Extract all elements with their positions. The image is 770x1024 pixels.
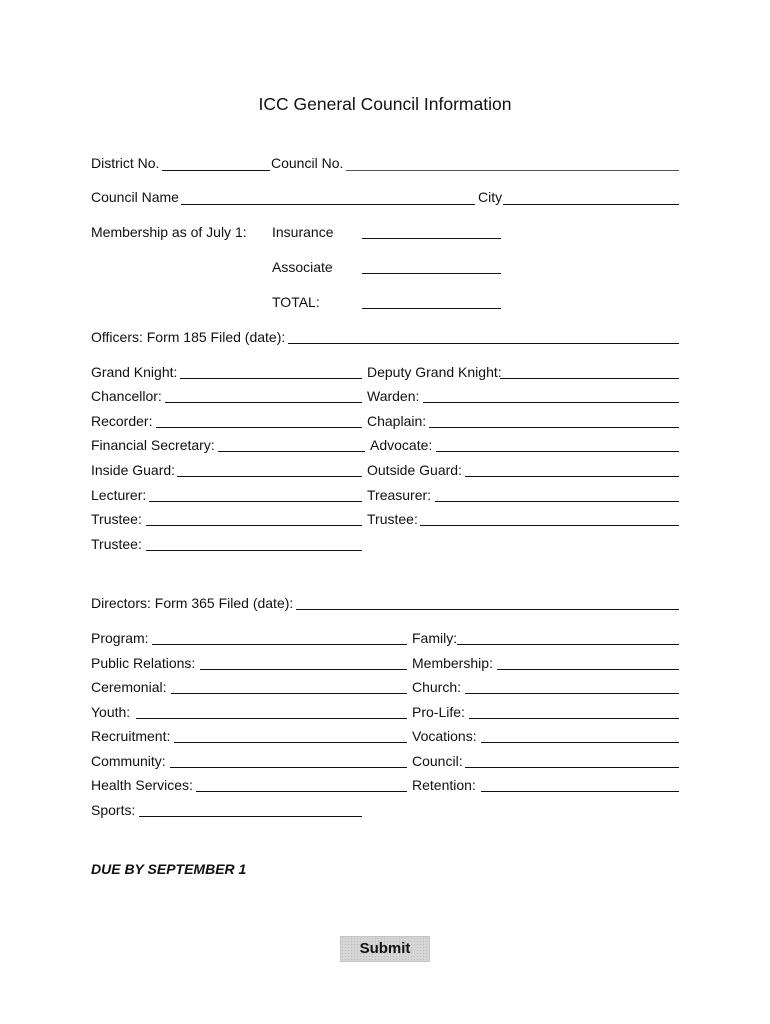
public-relations-label: Public Relations:: [91, 655, 196, 671]
total-field[interactable]: [362, 308, 501, 309]
recorder-field[interactable]: [156, 427, 362, 428]
retention-field[interactable]: [481, 791, 679, 792]
family-label: Family:: [412, 630, 458, 646]
warden-field[interactable]: [423, 402, 679, 403]
sports-field[interactable]: [139, 816, 362, 817]
council-director-field[interactable]: [465, 767, 679, 768]
sports-label: Sports:: [91, 802, 136, 818]
warden-label: Warden:: [367, 388, 420, 404]
outside-guard-field[interactable]: [465, 476, 679, 477]
outside-guard-label: Outside Guard:: [367, 462, 462, 478]
lecturer-field[interactable]: [149, 501, 362, 502]
trustee-label: Trustee:: [367, 511, 418, 527]
page-title: ICC General Council Information: [258, 94, 512, 114]
youth-field[interactable]: [136, 718, 407, 719]
retention-label: Retention:: [412, 777, 476, 793]
pro-life-label: Pro-Life:: [412, 704, 465, 720]
church-field[interactable]: [465, 693, 679, 694]
deputy-grand-knight-label: Deputy Grand Knight:: [367, 364, 502, 380]
program-field[interactable]: [152, 644, 407, 645]
trustee-field[interactable]: [420, 525, 679, 526]
city-label: City: [478, 189, 503, 205]
financial-secretary-field[interactable]: [218, 451, 365, 452]
grand-knight-field[interactable]: [180, 378, 362, 379]
financial-secretary-label: Financial Secretary:: [91, 437, 215, 453]
district-no-field[interactable]: [162, 170, 270, 171]
public-relations-field[interactable]: [200, 669, 407, 670]
associate-label: Associate: [272, 259, 333, 275]
recruitment-field[interactable]: [174, 742, 407, 743]
chaplain-field[interactable]: [429, 427, 679, 428]
city-field[interactable]: [503, 204, 679, 205]
council-name-field[interactable]: [181, 204, 475, 205]
due-notice: DUE BY SEPTEMBER 1: [91, 861, 247, 877]
district-no-label: District No.: [91, 155, 160, 171]
health-services-label: Health Services:: [91, 777, 193, 793]
treasurer-field[interactable]: [435, 501, 679, 502]
officers-form-date-field[interactable]: [288, 343, 679, 344]
grand-knight-label: Grand Knight:: [91, 364, 178, 380]
community-field[interactable]: [170, 767, 407, 768]
chancellor-label: Chancellor:: [91, 388, 162, 404]
treasurer-label: Treasurer:: [367, 487, 432, 503]
insurance-label: Insurance: [272, 224, 334, 240]
officers-form-label: Officers: Form 185 Filed (date):: [91, 329, 286, 345]
recruitment-label: Recruitment:: [91, 728, 171, 744]
submit-button[interactable]: Submit: [340, 936, 430, 962]
ceremonial-field[interactable]: [171, 693, 407, 694]
recorder-label: Recorder:: [91, 413, 153, 429]
inside-guard-field[interactable]: [177, 476, 362, 477]
council-director-label: Council:: [412, 753, 463, 769]
insurance-field[interactable]: [362, 238, 501, 239]
vocations-label: Vocations:: [412, 728, 477, 744]
deputy-grand-knight-field[interactable]: [500, 378, 679, 379]
trustee-field[interactable]: [146, 525, 362, 526]
directors-form-label: Directors: Form 365 Filed (date):: [91, 595, 294, 611]
directors-form-date-field[interactable]: [296, 609, 679, 610]
associate-field[interactable]: [362, 273, 501, 274]
council-no-field[interactable]: [346, 170, 679, 171]
chaplain-label: Chaplain:: [367, 413, 427, 429]
trustee-label: Trustee:: [91, 511, 142, 527]
membership-director-field[interactable]: [497, 669, 679, 670]
council-name-label: Council Name: [91, 189, 179, 205]
health-services-field[interactable]: [196, 791, 407, 792]
vocations-field[interactable]: [481, 742, 679, 743]
lecturer-label: Lecturer:: [91, 487, 147, 503]
church-label: Church:: [412, 679, 462, 695]
council-no-label: Council No.: [271, 155, 344, 171]
advocate-field[interactable]: [436, 451, 679, 452]
trustee-label: Trustee:: [91, 536, 142, 552]
inside-guard-label: Inside Guard:: [91, 462, 176, 478]
youth-label: Youth:: [91, 704, 131, 720]
membership-director-label: Membership:: [412, 655, 493, 671]
trustee-field[interactable]: [146, 550, 362, 551]
advocate-label: Advocate:: [370, 437, 433, 453]
family-field[interactable]: [457, 644, 679, 645]
pro-life-field[interactable]: [469, 718, 679, 719]
chancellor-field[interactable]: [165, 402, 362, 403]
ceremonial-label: Ceremonial:: [91, 679, 167, 695]
community-label: Community:: [91, 753, 166, 769]
total-label: TOTAL:: [272, 294, 320, 310]
program-label: Program:: [91, 630, 149, 646]
membership-label: Membership as of July 1:: [91, 224, 247, 240]
